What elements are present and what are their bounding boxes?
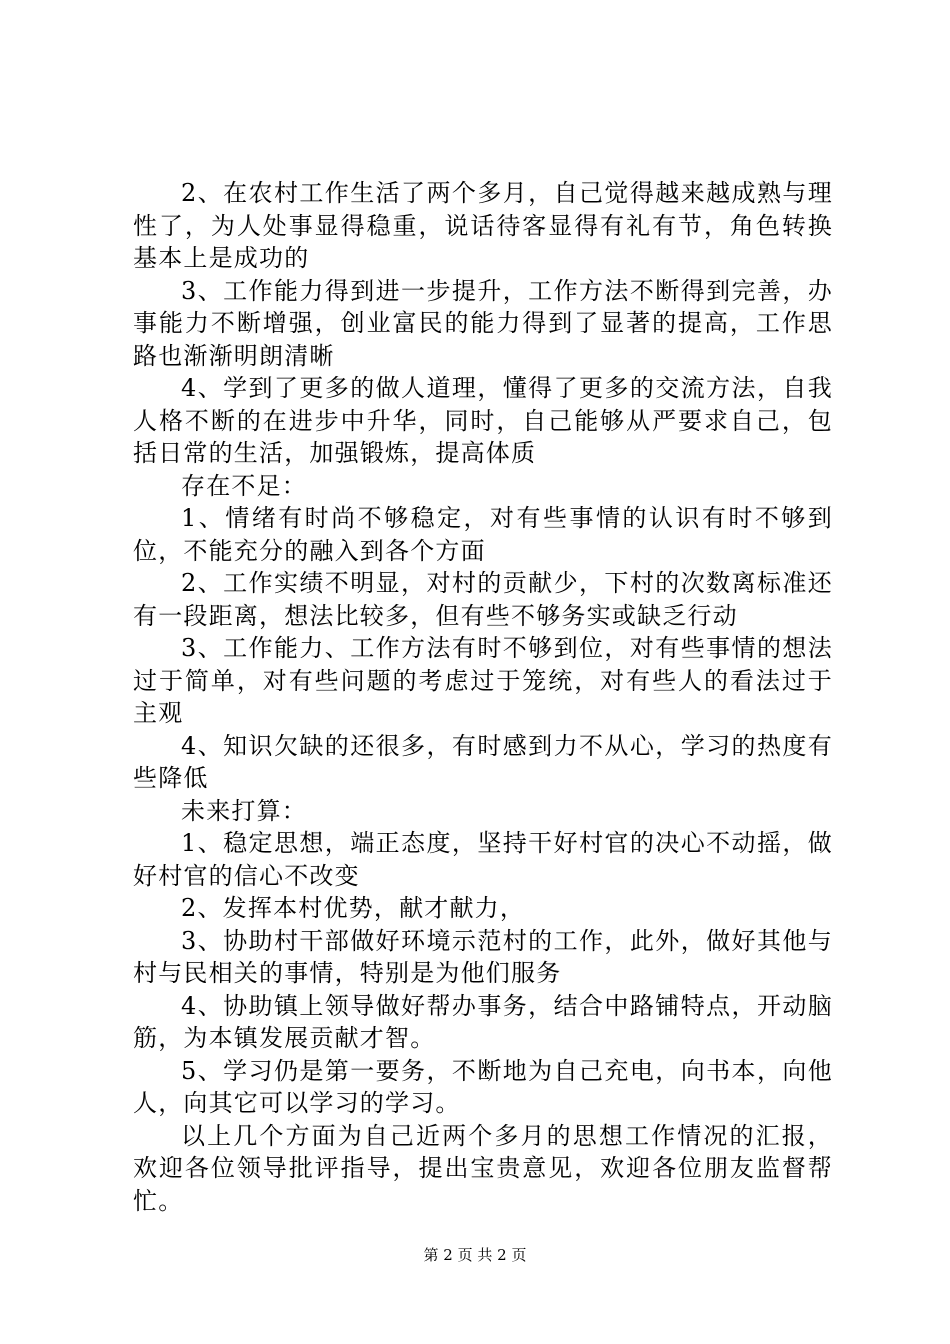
paragraph: 3、工作能力、工作方法有时不够到位，对有些事情的想法过于简单，对有些问题的考虑过于笼统，对有些人的看法过于主观 xyxy=(133,634,833,727)
paragraph: 3、协助村干部做好环境示范村的工作，此外，做好其他与村与民相关的事情，特别是为他们服务 xyxy=(133,926,833,987)
paragraph: 1、情绪有时尚不够稳定，对有些事情的认识有时不够到位，不能充分的融入到各个方面 xyxy=(133,504,833,565)
paragraph: 2、发挥本村优势，献才献力， xyxy=(181,894,526,922)
paragraph: 4、学到了更多的做人道理，懂得了更多的交流方法，自我人格不断的在进步中升华，同时，自己能够从严要求自己，包括日常的生活，加强锻炼，提高体质 xyxy=(133,374,833,467)
paragraph: 2、在农村工作生活了两个多月，自己觉得越来越成熟与理性了，为人处事显得稳重，说话待客显得有礼有节，角色转换基本上是成功的 xyxy=(133,179,833,272)
paragraph: 5、学习仍是第一要务，不断地为自己充电，向书本，向他人，向其它可以学习的学习。 xyxy=(133,1056,833,1117)
paragraph: 2、工作实绩不明显，对村的贡献少，下村的次数离标准还有一段距离，想法比较多，但有些不够务实或缺乏行动 xyxy=(133,569,833,630)
closing-paragraph: 以上几个方面为自己近两个多月的思想工作情况的汇报，欢迎各位领导批评指导，提出宝贵意见，欢迎各位朋友监督帮忙。 xyxy=(133,1121,833,1215)
paragraph: 4、知识欠缺的还很多，有时感到力不从心，学习的热度有些降低 xyxy=(133,731,833,792)
section-heading-future-plans: 未来打算： xyxy=(181,796,307,825)
paragraph: 1、稳定思想，端正态度，坚持干好村官的决心不动摇，做好村官的信心不改变 xyxy=(133,829,833,890)
paragraph: 4、协助镇上领导做好帮办事务，结合中路铺特点，开动脑筋，为本镇发展贡献才智。 xyxy=(133,991,833,1052)
page-footer: 第 2 页 共 2 页 xyxy=(423,1246,527,1264)
paragraph: 3、工作能力得到进一步提升，工作方法不断得到完善，办事能力不断增强，创业富民的能力得到了显著的提高，工作思路也渐渐明朗清晰 xyxy=(133,276,833,370)
document-body xyxy=(133,177,833,1217)
section-heading-shortcomings: 存在不足： xyxy=(181,471,307,500)
